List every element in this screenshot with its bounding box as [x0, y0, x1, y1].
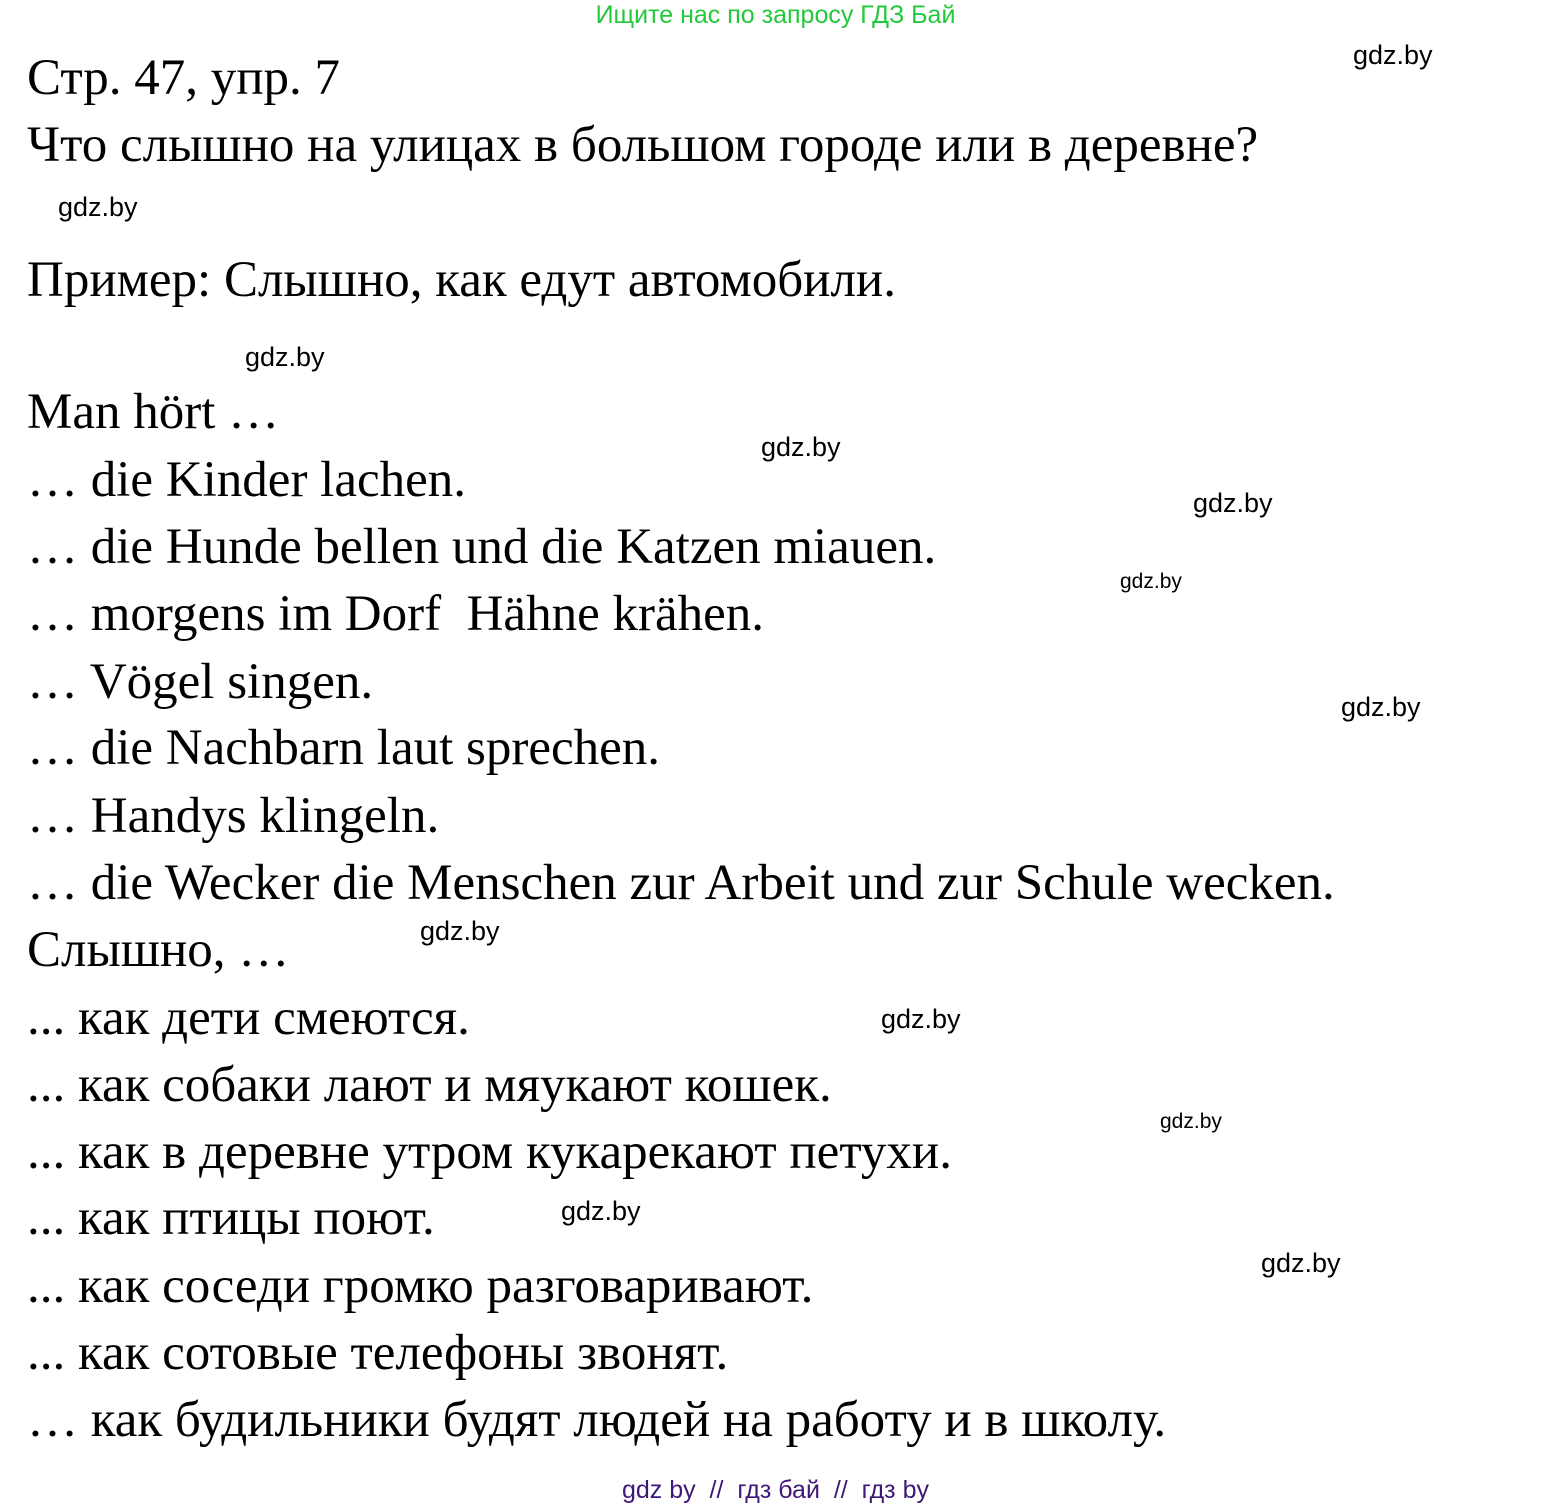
german-line: … die Kinder lachen.: [27, 452, 467, 508]
german-line: … morgens im Dorf Hähne krähen.: [27, 586, 764, 642]
search-banner: Ищите нас по запросу ГДЗ Бай: [595, 1, 956, 29]
watermark: gdz.by: [881, 1004, 961, 1034]
german-line: … Vögel singen.: [27, 654, 374, 710]
russian-line: ... как собаки лают и мяукают кошек.: [27, 1057, 832, 1113]
question: Что слышно на улицах в большом городе или в деревне?: [27, 117, 1259, 173]
russian-line: ... как дети смеются.: [27, 990, 470, 1046]
german-intro: Man hört …: [27, 384, 280, 440]
example: Пример: Слышно, как едут автомобили.: [27, 252, 896, 308]
german-line: … Handys klingeln.: [27, 788, 440, 844]
russian-line: ... как птицы поют.: [27, 1190, 435, 1246]
watermark: gdz.by: [1193, 488, 1273, 518]
watermark: gdz.by: [58, 192, 138, 222]
watermark: gdz.by: [1160, 1110, 1222, 1133]
watermark: gdz.by: [1261, 1248, 1341, 1278]
footer-watermark: gdz by // гдз бай // гдз by: [621, 1476, 929, 1504]
russian-line: ... как сотовые телефоны звонят.: [27, 1325, 729, 1381]
watermark: gdz.by: [1120, 570, 1182, 593]
russian-intro: Слышно, …: [27, 922, 290, 978]
russian-line: ... как соседи громко разговаривают.: [27, 1258, 814, 1314]
page-title: Стр. 47, упр. 7: [27, 50, 341, 106]
russian-line: … как будильники будят людей на работу и в школу.: [27, 1392, 1167, 1448]
watermark: gdz.by: [761, 432, 841, 462]
watermark: gdz.by: [1353, 40, 1433, 70]
watermark: gdz.by: [561, 1196, 641, 1226]
german-line: … die Wecker die Menschen zur Arbeit und zur Schule wecken.: [27, 855, 1335, 911]
german-line: … die Hunde bellen und die Katzen miauen.: [27, 519, 937, 575]
watermark: gdz.by: [1341, 692, 1421, 722]
watermark: gdz.by: [245, 342, 325, 372]
watermark: gdz.by: [420, 916, 500, 946]
russian-line: ... как в деревне утром кукарекают петухи.: [27, 1124, 952, 1180]
german-line: … die Nachbarn laut sprechen.: [27, 720, 660, 776]
